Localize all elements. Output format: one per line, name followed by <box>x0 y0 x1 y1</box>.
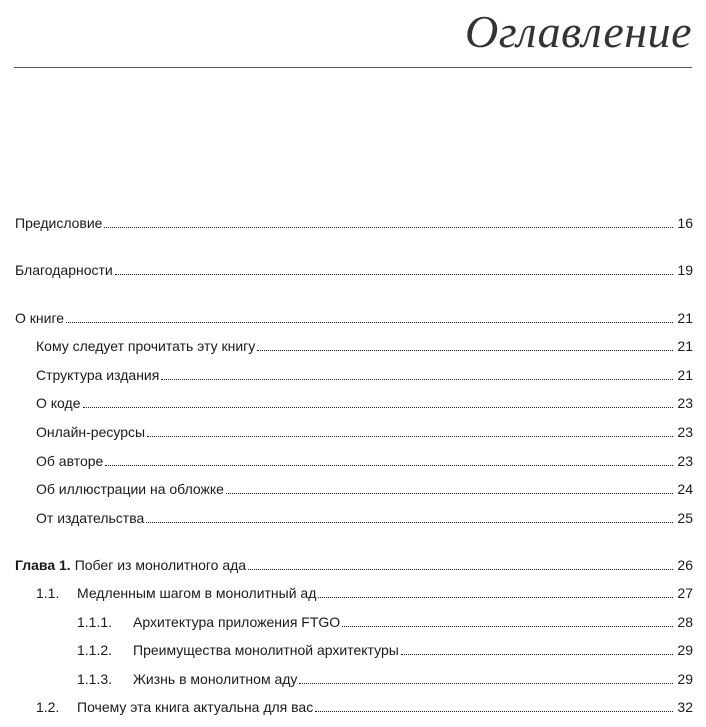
toc-entry-about-author[interactable] <box>36 451 693 471</box>
toc-entry-preface[interactable] <box>15 213 693 233</box>
toc-entry-label: О коде <box>36 395 81 411</box>
toc-entry-about-book[interactable] <box>15 308 693 328</box>
toc-entry-label: Благодарности <box>15 262 113 278</box>
toc-entry-page: 19 <box>677 262 693 278</box>
toc-leader-dots <box>318 596 673 598</box>
toc-entry-section-1-1[interactable] <box>36 583 693 603</box>
toc-entry-page: 25 <box>677 510 693 526</box>
toc-entry-section-1-1-2[interactable] <box>77 640 693 660</box>
page-title: Оглавление <box>464 6 692 57</box>
toc-entry-label: Почему эта книга актуальна для вас <box>77 699 314 715</box>
toc-leader-dots <box>66 321 673 323</box>
toc-entry-section-1-1-1[interactable] <box>77 612 693 632</box>
toc-entry-section-1-2[interactable] <box>36 697 693 717</box>
toc-entry-label: О книге <box>15 310 65 326</box>
toc-entry-number: 1.1.2. <box>77 642 113 658</box>
toc-entry-publisher[interactable] <box>36 508 693 528</box>
toc-leader-dots <box>342 625 673 627</box>
toc-leader-dots <box>248 568 673 570</box>
toc-leader-dots <box>161 378 673 380</box>
toc-entry-number: 1.1.3. <box>77 671 113 687</box>
toc-entry-label: Структура издания <box>36 367 160 383</box>
toc-entry-label: Кому следует прочитать эту книгу <box>36 338 256 354</box>
toc-entry-page: 21 <box>677 338 693 354</box>
toc-leader-dots <box>401 653 673 655</box>
toc-entry-label: Предисловие <box>15 215 103 231</box>
toc-entry-cover-illustration[interactable] <box>36 479 693 499</box>
toc-entry-page: 23 <box>677 424 693 440</box>
toc-entry-label: Жизнь в монолитном аду <box>133 671 298 687</box>
toc-leader-dots <box>315 710 673 712</box>
toc-entry-page: 32 <box>677 699 693 715</box>
toc-leader-dots <box>146 521 673 523</box>
toc-entry-label: Об иллюстрации на обложке <box>36 481 224 497</box>
toc-entry-number: 1.1.1. <box>77 614 113 630</box>
toc-entry-label: Онлайн-ресурсы <box>36 424 146 440</box>
toc-entry-chapter-1[interactable] <box>15 555 693 575</box>
toc-entry-page: 28 <box>677 614 693 630</box>
toc-leader-dots <box>257 349 673 351</box>
toc-entry-number: 1.2. <box>36 699 60 715</box>
toc-entry-page: 23 <box>677 453 693 469</box>
toc-leader-dots <box>115 273 673 275</box>
toc-leader-dots <box>147 435 673 437</box>
toc-entry-page: 26 <box>677 557 693 573</box>
toc-leader-dots <box>299 682 673 684</box>
toc-leader-dots <box>83 406 674 408</box>
toc-entry-label: От издательства <box>36 510 145 526</box>
toc-leader-dots <box>105 464 673 466</box>
toc-entry-page: 27 <box>677 585 693 601</box>
toc-entry-acknowledgements[interactable] <box>15 260 693 280</box>
title-divider <box>14 67 692 68</box>
toc-entry-number: Глава 1. <box>15 557 71 573</box>
toc-entry-label: Побег из монолитного ада <box>74 557 247 573</box>
toc-entry-page: 29 <box>677 642 693 658</box>
toc-entry-page: 21 <box>677 367 693 383</box>
toc-entry-number: 1.1. <box>36 585 60 601</box>
toc-entry-section-1-1-3[interactable] <box>77 669 693 689</box>
toc-entry-page: 23 <box>677 395 693 411</box>
toc-leader-dots <box>104 226 673 228</box>
toc-entry-audience[interactable] <box>36 336 693 356</box>
toc-entry-label: Медленным шагом в монолитный ад <box>77 585 317 601</box>
toc-entry-page: 24 <box>677 481 693 497</box>
toc-entry-label: Архитектура приложения FTGO <box>133 614 341 630</box>
toc-entry-online-resources[interactable] <box>36 422 693 442</box>
toc-entry-page: 16 <box>677 215 693 231</box>
toc-entry-about-code[interactable] <box>36 393 693 413</box>
toc-entry-page: 29 <box>677 671 693 687</box>
toc-entry-structure[interactable] <box>36 365 693 385</box>
toc-leader-dots <box>226 492 673 494</box>
toc-entry-label: Об авторе <box>36 453 104 469</box>
toc-entry-label: Преимущества монолитной архитектуры <box>133 642 399 658</box>
toc-entry-page: 21 <box>677 310 693 326</box>
